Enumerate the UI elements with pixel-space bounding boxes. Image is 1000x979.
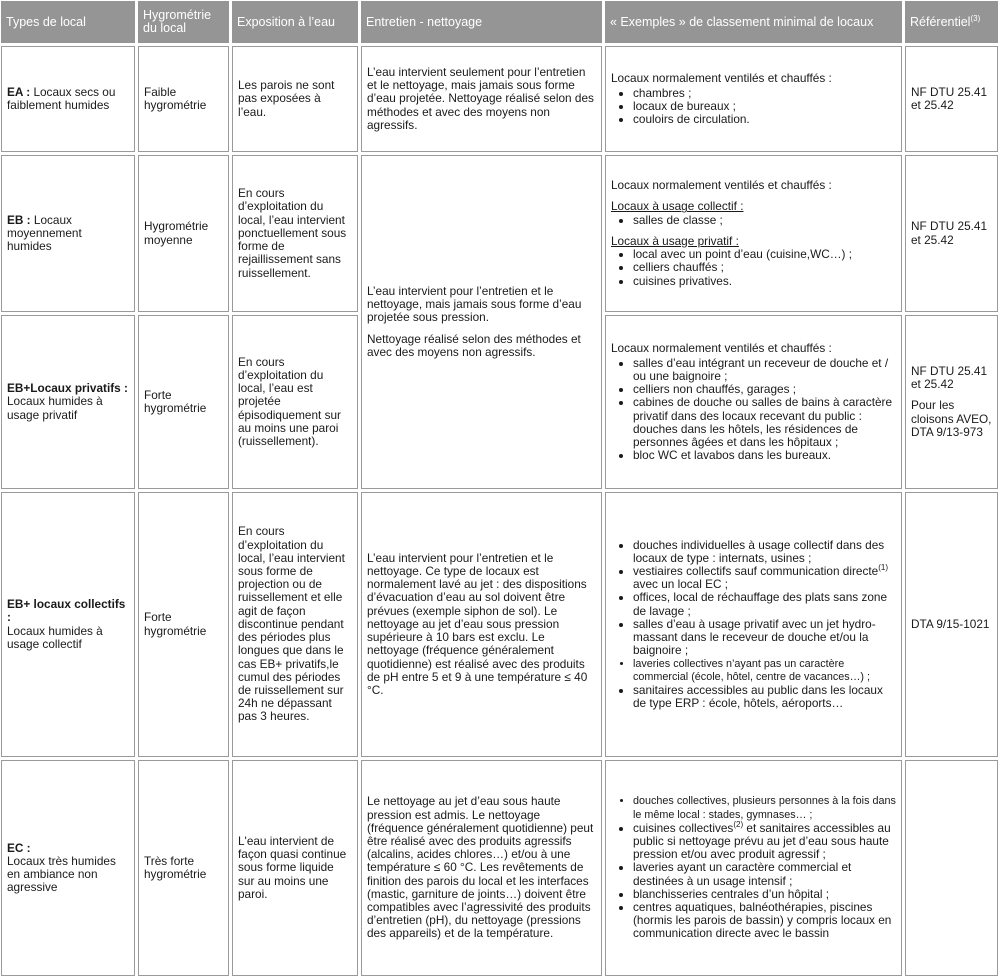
cell-entretien-ec: Le nettoyage au jet d’eau sous haute pression est admis. Le nettoyage (fréquence généralement quotidienne) peut être réalisé avec des produits agressifs (alcalins, acides chlores…) et/ou à une température ≤ 60 °C. Les revêtements de finition des parois du local et les interfaces (mastic, garniture de joints…) doivent être compatibles avec l’agressivité des produits d’entretien (pH), du nettoyage (pressions des appareils) et de la température. [361, 760, 602, 976]
list-item: • salles de classe ; [633, 214, 896, 227]
list-item: • salles d’eau intégrant un receveur de douche et / ou une baignoire ; [633, 357, 896, 383]
list-item: • sanitaires accessibles au public dans les locaux de type ERP : école, hôtels, aéroports… [633, 684, 896, 710]
header-referentiel [905, 1, 998, 43]
ref-ebp-1: NF DTU 25.41 et 25.42 [911, 363, 988, 392]
header-referentiel-footnote: (3) [970, 13, 981, 23]
cell-expo-ebp: En cours d’exploitation du local, l’eau est projetée épisodiquement sur au moins une paroi (ruissellement). [232, 315, 358, 489]
cell-hygro-ea: Faible hygrométrie [138, 46, 229, 152]
entretien-eb-p1: L’eau intervient pour l’entretien et le nettoyage, mais jamais sous forme d’eau projetée sous pression. [367, 283, 582, 325]
list-item: • celliers non chauffés, garages ; [633, 383, 896, 396]
list-item: • celliers chauffés ; [633, 261, 896, 274]
header-entretien: Entretien - nettoyage [361, 1, 602, 43]
ex-list-ebp [611, 357, 896, 463]
cell-exemples-ea [605, 46, 902, 152]
list-item: • bloc WC et lavabos dans les bureaux. [633, 449, 896, 462]
cell-type-ebc [1, 492, 135, 757]
cell-ref-ea: NF DTU 25.41 et 25.42 [905, 46, 998, 152]
list-item-text-tail: et sanitaires accessibles au public si nettoyage prévu au jet d’eau sous haute pression et/ou avec produit agressif ; [633, 820, 891, 862]
header-hygrometrie: Hygrométrie du local [138, 1, 229, 43]
ex-intro-ebp: Locaux normalement ventilés et chauffés : [611, 340, 832, 355]
header-row [1, 1, 998, 43]
code-ea: EA : [7, 84, 31, 99]
cell-exemples-ebp [605, 315, 902, 489]
footnote-1: (1) [878, 563, 888, 573]
list-item: • offices, local de réchauffage des plats sans zone de lavage ; [633, 591, 896, 617]
list-item: • salles d’eau à usage privatif avec un jet hydro-massant dans le receveur de douche et/ou la baignoire ; [633, 618, 896, 658]
cell-expo-ec: L'eau intervient de façon quasi continue sous forme liquide sur au moins une paroi. [232, 760, 358, 976]
type-desc-ebp: Locaux humides à usage privatif [7, 394, 103, 422]
list-item-text: vestiaires collectifs sauf communication directe [633, 564, 879, 579]
list-item: • local avec un point d’eau (cuisine,WC…) ; [633, 248, 896, 261]
list-item [633, 819, 896, 862]
ex-list-ea [611, 87, 896, 127]
cell-exemples-ec [605, 760, 902, 976]
type-desc-ebc: Locaux humides à usage collectif [7, 623, 103, 651]
cell-hygro-ebp: Forte hygrométrie [138, 315, 229, 489]
type-desc-ec: Locaux très humides en ambiance non agressive [7, 853, 116, 895]
cell-entretien-ebc: L’eau intervient pour l’entretien et le nettoyage. Ce type de locaux est normalement lavé au jet : des dispositions d’évacuation d’eau au sol doivent être prévues (exemple siphon de sol). Le nettoyage au jet d’eau sous pression supérieure à 10 bars est exclu. Le nettoyage (fréquence généralement quotidienne) est réalisé avec des produits de pH entre 5 et 9 à une température ≤ 40 °C. [361, 492, 602, 757]
ex-list-ec [611, 795, 896, 940]
ex-prive-label: Locaux à usage privatif : [611, 233, 739, 248]
cell-expo-eb: En cours d’exploitation du local, l’eau intervient ponctuellement sous forme de rejaillissement sans ruissellement. [232, 155, 358, 312]
ex-intro-eb: Locaux normalement ventilés et chauffés : [611, 178, 832, 193]
cell-entretien-eb-ebp [361, 155, 602, 489]
list-item [633, 565, 896, 591]
list-item: • blanchisseries centrales d’un hôpital ; [633, 888, 896, 901]
ex-collectif-label: Locaux à usage collectif : [611, 199, 744, 214]
cell-type-ec [1, 760, 135, 976]
ex-intro-ea: Locaux normalement ventilés et chauffés : [611, 70, 832, 85]
list-item: • laveries collectives n’ayant pas un caractère commercial (école, hôtel, centre de vacances…) ; [633, 658, 896, 684]
list-item: • couloirs de circulation. [633, 113, 896, 126]
list-item: • locaux de bureaux ; [633, 100, 896, 113]
table-row-ec [1, 760, 998, 976]
cell-ref-eb: NF DTU 25.41 et 25.42 [905, 155, 998, 312]
list-item: • cabines de douche ou salles de bains à caractère privatif dans des locaux recevant du public : douches dans les hôtels, les résidences de personnes âgées et dans les hôpitaux ; [633, 396, 896, 449]
list-item: • douches individuelles à usage collectif dans des locaux de type : internats, usines ; [633, 539, 896, 565]
cell-exemples-ebc [605, 492, 902, 757]
entretien-eb-p2: Nettoyage réalisé selon des méthodes et avec des moyens non agressifs. [367, 331, 581, 359]
list-item: • laveries ayant un caractère commercial et destinées à un usage intensif ; [633, 861, 896, 887]
cell-type-eb [1, 155, 135, 312]
list-item: • centres aquatiques, balnéothérapies, piscines (hormis les parois de bassin) y compris locaux en communication directe avec le bassin [633, 901, 896, 941]
header-type: Types de local [1, 1, 135, 43]
cell-ref-ebc: DTA 9/15-1021 [905, 492, 998, 757]
code-ec: EC : [7, 840, 31, 855]
cell-ref-ebp [905, 315, 998, 489]
cell-type-ea [1, 46, 135, 152]
table-row-eb [1, 155, 998, 312]
cell-expo-ea: Les parois ne sont pas exposées à l’eau. [232, 46, 358, 152]
header-exposition: Exposition à l’eau [232, 1, 358, 43]
table-row-ea [1, 46, 998, 152]
footnote-2: (2) [733, 819, 744, 829]
cell-exemples-eb [605, 155, 902, 312]
cell-type-ebp [1, 315, 135, 489]
cell-hygro-ebc: Forte hygrométrie [138, 492, 229, 757]
list-item: • chambres ; [633, 87, 896, 100]
ref-ebp-2: Pour les cloisons AVEO, DTA 9/13-973 [911, 398, 992, 439]
code-eb: EB : [7, 212, 31, 227]
cell-expo-ebc: En cours d’exploitation du local, l’eau intervient sous forme de projection ou de ruissellement et elle agit de façon discontinue pendant des périodes plus longues que dans le cas EB+ privatifs,le cumul des périodes de ruissellement sur 24h ne dépassant pas 3 heures. [232, 492, 358, 757]
list-item-text-tail: avec un local EC ; [633, 577, 729, 592]
code-ebc: EB+ locaux collectifs : [7, 597, 126, 625]
ex-collectif-list [611, 214, 896, 227]
header-exemples: « Exemples » de classement minimal de locaux [605, 1, 902, 43]
ex-list-ebc [611, 539, 896, 711]
type-desc-ea: Locaux secs ou faiblement humides [7, 84, 116, 112]
cell-entretien-ea: L’eau intervient seulement pour l’entretien et le nettoyage, mais jamais sous forme d’eau projetée. Nettoyage réalisé selon des méthodes et avec des moyens non agressifs. [361, 46, 602, 152]
list-item: • cuisines privatives. [633, 275, 896, 288]
header-referentiel-label: Référentiel [910, 14, 971, 29]
cell-ref-ec [905, 760, 998, 976]
ex-prive-list [611, 248, 896, 288]
list-item-text: cuisines collectives [633, 820, 734, 835]
table-row-ebc [1, 492, 998, 757]
type-desc-eb: Locaux moyennement humides [7, 212, 82, 254]
cell-hygro-eb: Hygrométrie moyenne [138, 155, 229, 312]
code-ebp: EB+Locaux privatifs : [7, 381, 128, 396]
cell-hygro-ec: Très forte hygrométrie [138, 760, 229, 976]
list-item: • douches collectives, plusieurs personnes à la fois dans le même local : stades, gymnases… ; [633, 795, 896, 821]
